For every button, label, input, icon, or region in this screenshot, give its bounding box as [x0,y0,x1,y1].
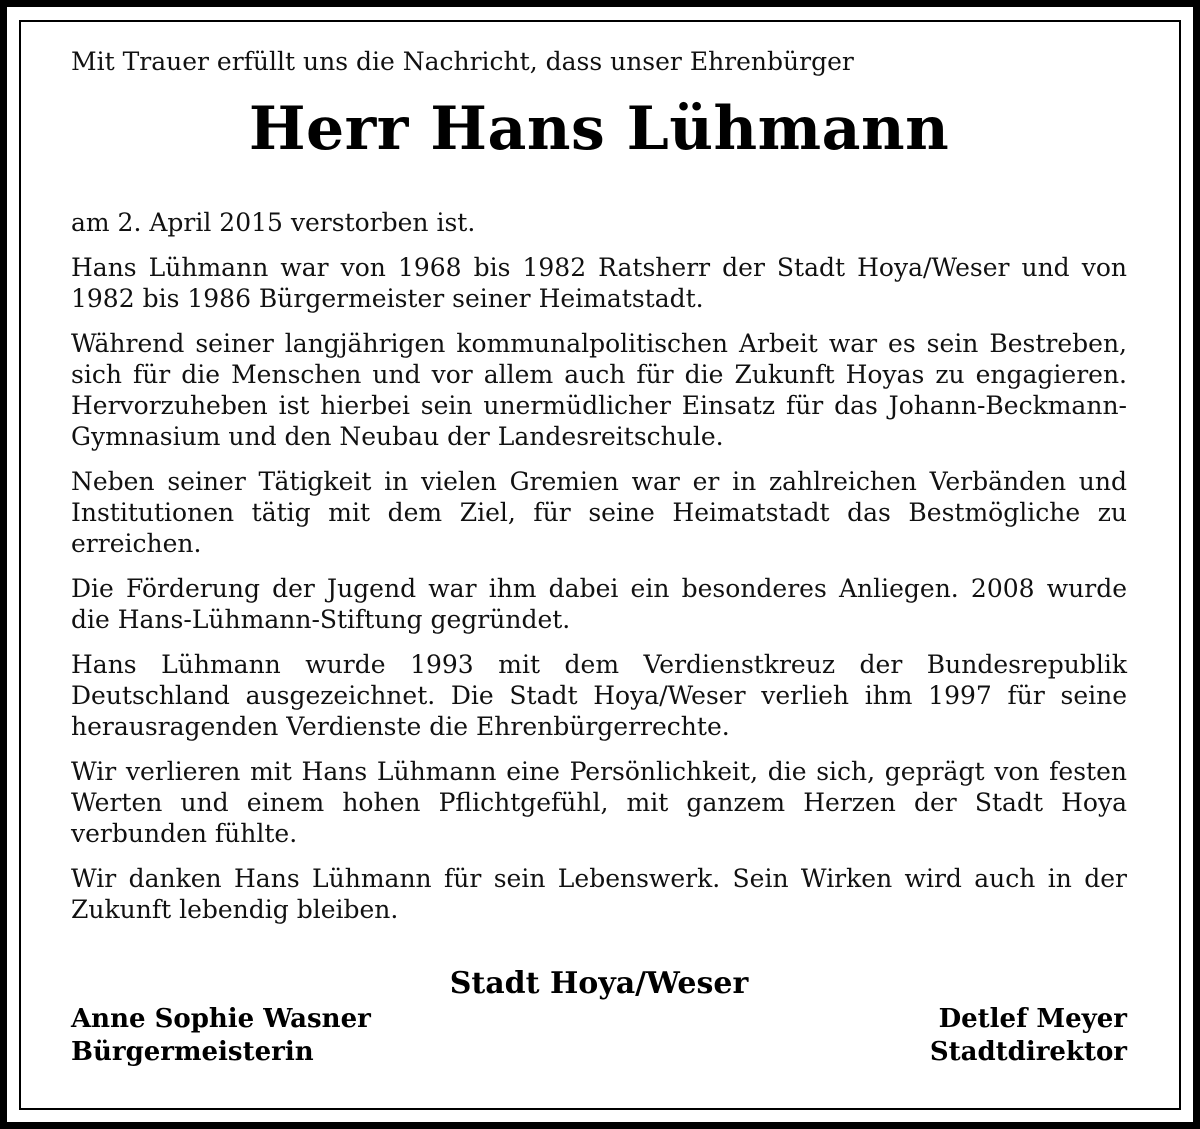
paragraph-awards: Hans Lühmann wurde 1993 mit dem Verdienstkreuz der Bundesrepublik Deutschland ausgezeichnet. Die Stadt Hoya/Weser verlieh ihm 1997 für seine herausragenden Verdienste die Ehrenbürgerrechte. [71,650,1127,741]
organization-name: Stadt Hoya/Weser [449,966,749,1001]
paragraph-date: am 2. April 2015 verstorben ist. [71,208,476,237]
signer-left [71,1003,371,1069]
paragraph-committees: Neben seiner Tätigkeit in vielen Gremien war er in zahlreichen Verbänden und Institutionen tätig mit dem Ziel, für seine Heimatstadt das Bestmögliche zu erreichen. [71,467,1127,558]
signer-right-title: Stadtdirektor [929,1037,1127,1067]
signer-right-name: Detlef Meyer [938,1004,1127,1034]
paragraph-work: Während seiner langjährigen kommunalpolitischen Arbeit war es sein Bestreben, sich für die Menschen und vor allem auch für die Zukunft Hoyas zu engagieren. Hervorzuheben ist hierbei sein unermüdlicher Einsatz für das Johann-Beckmann-Gymnasium und den Neubau der Landesreitschule. [71,329,1127,451]
signer-left-name: Anne Sophie Wasner [71,1004,371,1034]
paragraph-thanks: Wir danken Hans Lühmann für sein Lebenswerk. Sein Wirken wird auch in der Zukunft lebendig bleiben. [71,864,1127,924]
paragraph-career: Hans Lühmann war von 1968 bis 1982 Ratsherr der Stadt Hoya/Weser und von 1982 bis 1986 Bürgermeister seiner Heimatstadt. [71,253,1127,313]
signer-right [930,1003,1127,1069]
signature-block [71,1003,1127,1069]
intro-text: Mit Trauer erfüllt uns die Nachricht, dass unser Ehrenbürger [71,47,854,76]
paragraph-personality: Wir verlieren mit Hans Lühmann eine Persönlichkeit, die sich, geprägt von festen Werten und einem hohen Pflichtgefühl, mit ganzem Herzen der Stadt Hoya verbunden fühlte. [71,757,1127,848]
obituary-notice [71,46,1127,1069]
deceased-name: Herr Hans Lühmann [248,94,950,164]
signer-left-title: Bürgermeisterin [71,1037,314,1067]
paragraph-youth: Die Förderung der Jugend war ihm dabei ein besonderes Anliegen. 2008 wurde die Hans-Lühmann-Stiftung gegründet. [71,574,1127,634]
